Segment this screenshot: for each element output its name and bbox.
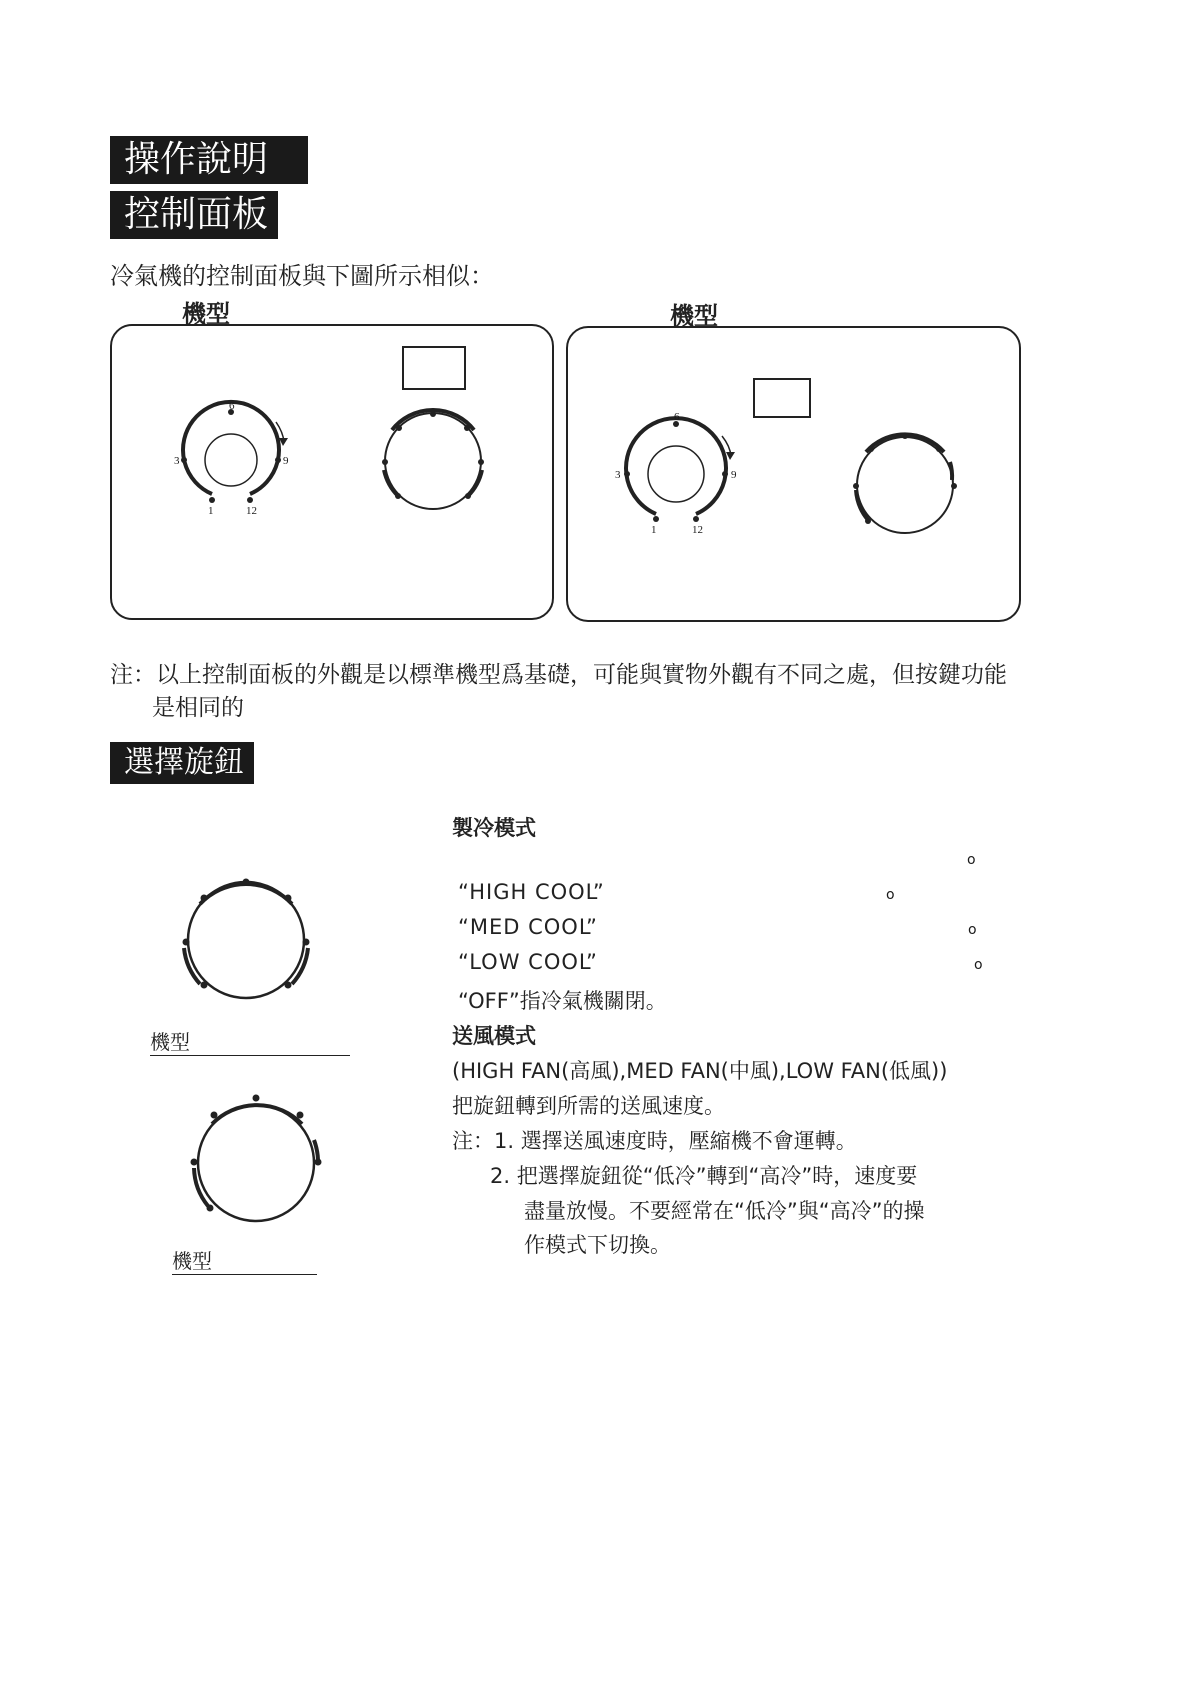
- degree-mark: o: [886, 887, 895, 903]
- note-line-1: 注：以上控制面板的外觀是以標準機型爲基礎，可能與實物外觀有不同之處，但按鍵功能: [110, 662, 1007, 688]
- fan-note-2b: 盡量放慢。不要經常在“低冷”與“高冷”的操: [524, 1199, 925, 1223]
- tick-6-left: 6: [229, 400, 235, 412]
- tick-3-left: 3: [174, 455, 180, 467]
- tick-1-left: 1: [208, 505, 214, 517]
- note-line-2: 是相同的: [152, 695, 244, 721]
- display-window-right: [753, 378, 811, 418]
- fan-note-2a: 2. 把選擇旋鈕從“低冷”轉到“高冷”時，速度要: [490, 1164, 918, 1188]
- off-item: “OFF”指冷氣機關閉。: [458, 989, 667, 1013]
- tick-6-right: 6: [674, 411, 680, 423]
- knob-model-label-1: 機型: [150, 1026, 350, 1056]
- degree-mark: o: [968, 922, 977, 938]
- med-cool-item: “MED COOL”: [458, 915, 598, 939]
- timer-knob-left[interactable]: [181, 402, 288, 503]
- panel-model-label-left: 機型: [182, 300, 230, 328]
- operation-header: 操作說明: [110, 136, 308, 184]
- fan-note-1: 注：1. 選擇送風速度時，壓縮機不會運轉。: [452, 1129, 857, 1153]
- knob-model-label-2: 機型: [172, 1245, 317, 1275]
- fan-mode-title: 送風模式: [452, 1024, 536, 1048]
- high-cool-item: “HIGH COOL”: [458, 880, 605, 904]
- tick-12-right: 12: [692, 524, 703, 536]
- panel-model-label-right: 機型: [670, 302, 718, 330]
- tick-3-right: 3: [615, 469, 621, 481]
- degree-mark: o: [967, 852, 976, 868]
- selector-knob-large-1[interactable]: [183, 879, 310, 999]
- selector-knob-header: 選擇旋鈕: [110, 742, 254, 784]
- fan-mode-instruction: 把旋鈕轉到所需的送風速度。: [452, 1094, 725, 1118]
- low-cool-item: “LOW COOL”: [458, 950, 598, 974]
- fan-mode-speeds: (HIGH FAN(高風),MED FAN(中風),LOW FAN(低風)): [452, 1059, 948, 1083]
- selector-knob-large-2[interactable]: [191, 1095, 322, 1222]
- control-panel-right: [566, 326, 1021, 622]
- fan-note-2c: 作模式下切換。: [524, 1233, 671, 1257]
- tick-1-right: 1: [651, 524, 657, 536]
- mode-knob-left[interactable]: [382, 410, 484, 509]
- tick-12-left: 12: [246, 505, 257, 517]
- tick-9-left: 9: [283, 455, 289, 467]
- intro-text: 冷氣機的控制面板與下圖所示相似：: [110, 262, 494, 290]
- cool-mode-title: 製冷模式: [452, 816, 536, 840]
- tick-9-right: 9: [731, 469, 737, 481]
- degree-mark: o: [974, 957, 983, 973]
- control-panel-header: 控制面板: [110, 191, 278, 239]
